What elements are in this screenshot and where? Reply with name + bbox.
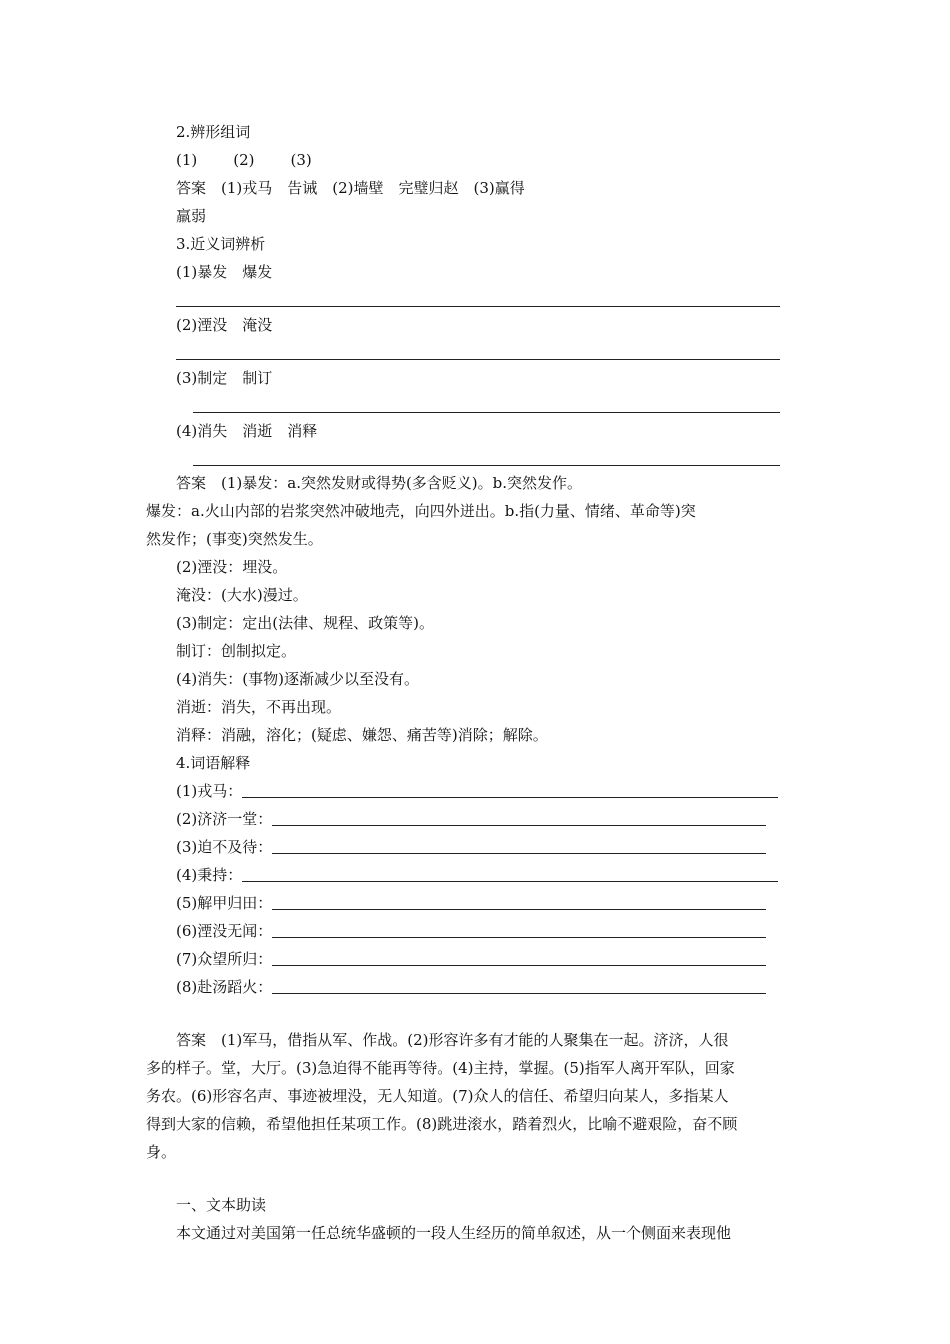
definition-row — [176, 809, 808, 829]
definition-row — [176, 921, 808, 941]
definition-answer-line: 身。 — [146, 1143, 177, 1161]
synonym-answer-line: (3)制定：定出(法律、规程、政策等)。 — [176, 614, 434, 632]
blank-label-3: (3) — [290, 151, 312, 169]
reading-guide-body: 本文通过对美国第一任总统华盛顿的一段人生经历的简单叙述，从一个侧面来表现他 — [176, 1224, 732, 1242]
term-label: (1)戎马： — [176, 782, 243, 800]
synonym-item-2: (2)湮没 淹没 — [176, 316, 273, 334]
answer-line-3[interactable] — [193, 412, 780, 413]
synonym-item-1: (1)暴发 爆发 — [176, 263, 273, 281]
synonym-answer-line: (2)湮没：埋没。 — [176, 558, 288, 576]
blank-label-1: (1) — [176, 151, 198, 169]
reading-guide-title: 一、文本助读 — [176, 1196, 267, 1214]
synonym-answer-line: 然发作；(事变)突然发生。 — [146, 530, 323, 548]
definition-answer-line: 答案 (1)军马，借指从军、作战。(2)形容许多有才能的人聚集在一起。济济，人很 — [176, 1031, 729, 1049]
term-label: (7)众望所归： — [176, 950, 273, 968]
synonym-answer-line: 制订：创制拟定。 — [176, 642, 297, 660]
section-2-answer-cont: 羸弱 — [176, 207, 207, 225]
synonym-item-4: (4)消失 消逝 消释 — [176, 422, 318, 440]
section-4-title: 4.词语解释 — [176, 754, 251, 772]
definition-blank[interactable] — [272, 839, 766, 854]
term-label: (6)湮没无闻： — [176, 922, 273, 940]
synonym-answer-line: (4)消失：(事物)逐渐减少以至没有。 — [176, 670, 419, 688]
synonym-answer-line: 答案 (1)暴发：a.突然发财或得势(多含贬义)。b.突然发作。 — [176, 474, 583, 492]
definition-row — [176, 893, 808, 913]
definition-blank[interactable] — [242, 783, 778, 798]
definition-row — [176, 781, 808, 801]
section-2-blanks — [176, 150, 808, 170]
answer-line-4[interactable] — [193, 465, 780, 466]
definition-blank[interactable] — [272, 979, 766, 994]
synonym-answer-line: 淹没：(大水)漫过。 — [176, 586, 308, 604]
definition-blank[interactable] — [242, 867, 778, 882]
term-label: (3)迫不及待： — [176, 838, 273, 856]
synonym-answer-line: 爆发：a.火山内部的岩浆突然冲破地壳，向四外迸出。b.指(力量、情绪、革命等)突 — [146, 502, 696, 520]
definition-row — [176, 865, 808, 885]
synonym-answer-line: 消逝：消失，不再出现。 — [176, 698, 342, 716]
term-label: (4)秉持： — [176, 866, 243, 884]
term-label: (5)解甲归田： — [176, 894, 273, 912]
section-2-title: 2.辨形组词 — [176, 123, 251, 141]
definition-blank[interactable] — [272, 951, 766, 966]
definition-row — [176, 977, 808, 997]
section-3-title: 3.近义词辨析 — [176, 235, 266, 253]
definition-row — [176, 949, 808, 969]
definition-answer-line: 务农。(6)形容名声、事迹被埋没，无人知道。(7)众人的信任、希望归向某人，多指某人 — [146, 1087, 729, 1105]
definition-blank[interactable] — [272, 923, 766, 938]
definition-blank[interactable] — [272, 895, 766, 910]
definition-row — [176, 837, 808, 857]
definition-blank[interactable] — [272, 811, 766, 826]
definition-answer-line: 多的样子。堂，大厅。(3)急迫得不能再等待。(4)主持，掌握。(5)指军人离开军队，回家 — [146, 1059, 735, 1077]
synonym-answer-line: 消释：消融，溶化；(疑虑、嫌怨、痛苦等)消除；解除。 — [176, 726, 548, 744]
section-2-answer: 答案 (1)戎马 告诫 (2)墙壁 完璧归赵 (3)赢得 — [176, 179, 525, 197]
blank-label-2: (2) — [233, 151, 255, 169]
term-label: (8)赴汤蹈火： — [176, 978, 273, 996]
term-label: (2)济济一堂： — [176, 810, 273, 828]
answer-line-1[interactable] — [176, 306, 780, 307]
answer-line-2[interactable] — [176, 359, 780, 360]
synonym-item-3: (3)制定 制订 — [176, 369, 273, 387]
definition-answer-line: 得到大家的信赖，希望他担任某项工作。(8)跳进滚水，踏着烈火，比喻不避艰险，奋不顾 — [146, 1115, 738, 1133]
